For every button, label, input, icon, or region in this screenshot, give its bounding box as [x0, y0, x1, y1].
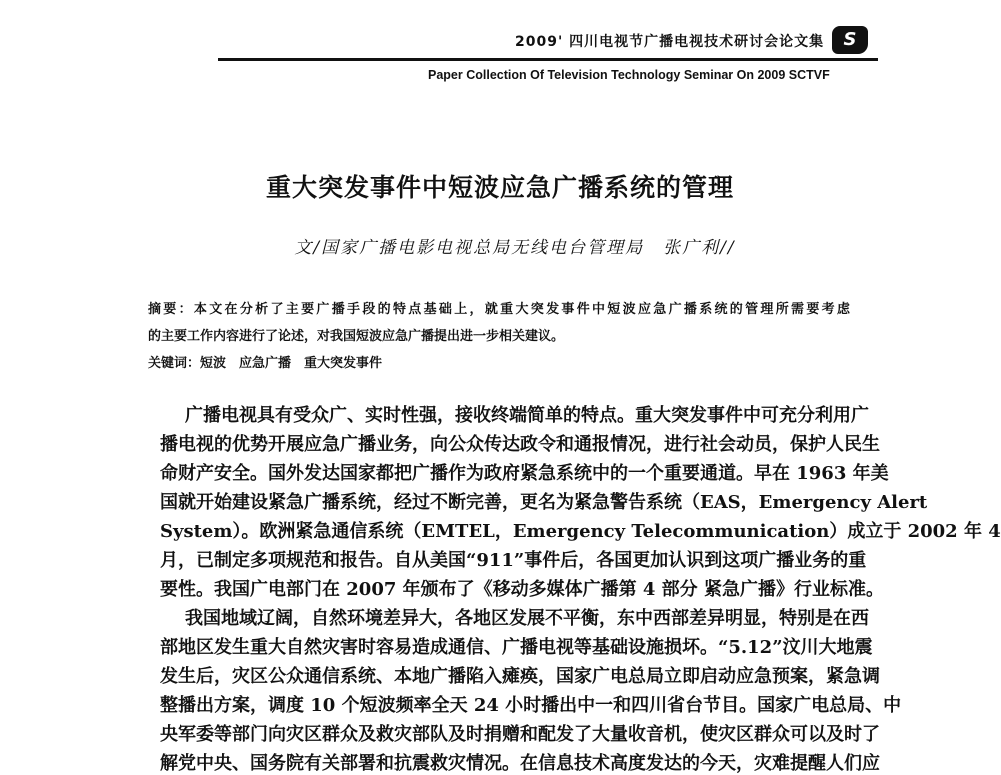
- body-line: 要性。我国广电部门在 2007 年颁布了《移动多媒体广播第 4 部分 紧急广播》行业标准。: [160, 579, 884, 600]
- paper-title: 重大突发事件中短波应急广播系统的管理: [265, 173, 734, 202]
- header-rule: [218, 58, 878, 61]
- body-line: System）。欧洲紧急通信系统（EMTEL，Emergency Telecommunication）成立于 2002 年 4: [160, 521, 1001, 542]
- abstract-line: 的主要工作内容进行了论述，对我国短波应急广播提出进一步相关建议。: [148, 329, 565, 344]
- body-line: 整播出方案，调度 10 个短波频率全天 24 小时播出中一和四川省台节目。国家广电总局、中: [160, 695, 902, 716]
- sctvf-logo-icon: S: [832, 26, 868, 54]
- author-line: 文/国家广播电影电视总局无线电台管理局 张广利//: [294, 238, 736, 258]
- body-line: 解党中央、国务院有关部署和抗震救灾情况。在信息技术高度发达的今天，灾难提醒人们应: [160, 753, 880, 774]
- proceedings-title-cn: 2009' 四川电视节广播电视技术研讨会论文集: [515, 34, 825, 50]
- body-line: 国就开始建设紧急广播系统，经过不断完善，更名为紧急警告系统（EAS，Emergency Alert: [160, 492, 928, 513]
- body-line: 央军委等部门向灾区群众及救灾部队及时捐赠和配发了大量收音机，使灾区群众可以及时了: [160, 724, 880, 745]
- body-line: 我国地域辽阔，自然环境差异大，各地区发展不平衡，东中西部差异明显，特别是在西: [185, 608, 869, 629]
- body-line: 命财产安全。国外发达国家都把广播作为政府紧急系统中的一个重要通道。早在 1963 年美: [160, 463, 889, 484]
- body-line: 部地区发生重大自然灾害时容易造成通信、广播电视等基础设施损坏。“5.12”汶川大地震: [160, 637, 873, 658]
- abstract-line: 摘要：本文在分析了主要广播手段的特点基础上，就重大突发事件中短波应急广播系统的管理所需要考虑: [148, 302, 850, 317]
- body-line: 广播电视具有受众广、实时性强，接收终端简单的特点。重大突发事件中可充分利用广: [185, 405, 869, 426]
- body-line: 月，已制定多项规范和报告。自从美国“911”事件后，各国更加认识到这项广播业务的重: [160, 550, 867, 571]
- proceedings-title-en: Paper Collection Of Television Technology Seminar On 2009 SCTVF: [428, 68, 830, 82]
- body-line: 发生后，灾区公众通信系统、本地广播陷入瘫痪，国家广电总局立即启动应急预案，紧急调: [160, 666, 880, 687]
- body-line: 播电视的优势开展应急广播业务，向公众传达政令和通报情况，进行社会动员，保护人民生: [160, 434, 880, 455]
- keywords: 关键词：短波 应急广播 重大突发事件: [148, 356, 383, 371]
